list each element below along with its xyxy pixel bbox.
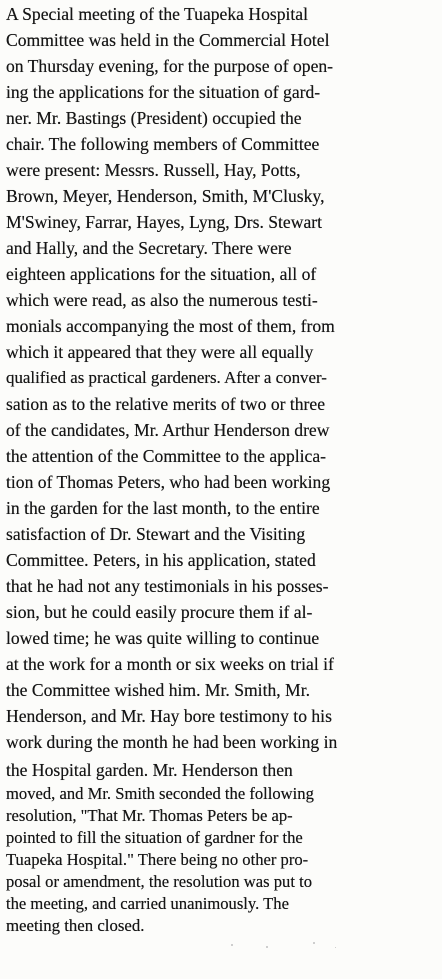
- article-line-25: lowed time; he was quite willing to continue: [6, 628, 320, 648]
- article-line-10: and Hally, and the Secretary. There were: [6, 238, 292, 258]
- article-line-6: chair. The following members of Committee: [6, 134, 320, 154]
- print-speck: [266, 946, 268, 948]
- article-line-8: Brown, Meyer, Henderson, Smith, M'Clusky,: [6, 186, 325, 206]
- article-line-22: Committee. Peters, in his application, stated: [6, 550, 316, 570]
- article-line-1: A Special meeting of the Tuapeka Hospital: [6, 4, 308, 24]
- article-line-14: which it appeared that they were all equally: [6, 342, 314, 362]
- article-line-18: the attention of the Committee to the applica-: [6, 446, 327, 466]
- article-line-5: ner. Mr. Bastings (President) occupied the: [6, 108, 302, 128]
- article-line-37: meeting then closed.: [6, 916, 145, 935]
- article-line-15: qualified as practical gardeners. After a conver-: [6, 368, 327, 387]
- article-line-31: moved, and Mr. Smith seconded the following: [6, 784, 314, 803]
- article-line-23: that he had not any testimonials in his posses-: [6, 576, 329, 596]
- article-line-32: resolution, "That Mr. Thomas Peters be ap-: [6, 806, 293, 825]
- article-line-13: monials accompanying the most of them, from: [6, 316, 335, 336]
- article-line-11: eighteen applications for the situation, all of: [6, 264, 317, 284]
- article-line-4: ing the applications for the situation of gard-: [6, 82, 321, 102]
- article-line-3: on Thursday evening, for the purpose of open-: [6, 56, 334, 76]
- print-speck: [231, 944, 233, 946]
- article-line-24: sion, but he could easily procure them if al-: [6, 602, 313, 622]
- article-line-17: of the candidates, Mr. Arthur Henderson drew: [6, 420, 330, 440]
- article-line-34: Tuapeka Hospital." There being no other pro-: [6, 850, 309, 869]
- article-line-28: Henderson, and Mr. Hay bore testimony to his: [6, 706, 332, 726]
- article-line-35: posal or amendment, the resolution was put to: [6, 872, 313, 891]
- article-line-2: Committee was held in the Commercial Hotel: [6, 30, 330, 50]
- article-line-27: the Committee wished him. Mr. Smith, Mr.: [6, 680, 310, 700]
- article-line-26: at the work for a month or six weeks on trial if: [6, 654, 334, 674]
- print-speck: [335, 947, 336, 948]
- print-speck: [313, 942, 315, 944]
- article-line-9: M'Swiney, Farrar, Hayes, Lyng, Drs. Stewart: [6, 212, 322, 232]
- article-line-12: which were read, as also the numerous testi-: [6, 290, 318, 310]
- article-line-29: work during the month he had been working in: [6, 732, 338, 752]
- article-line-21: satisfaction of Dr. Stewart and the Visiting: [6, 524, 306, 544]
- article-line-30: the Hospital garden. Mr. Henderson then: [6, 760, 293, 780]
- article-line-36: the meeting, and carried unanimously. The: [6, 894, 289, 913]
- article-line-16: sation as to the relative merits of two or three: [6, 394, 326, 414]
- article-line-7: were present: Messrs. Russell, Hay, Potts,: [6, 160, 301, 180]
- article-line-19: tion of Thomas Peters, who had been working: [6, 472, 331, 492]
- article-line-20: in the garden for the last month, to the entire: [6, 498, 320, 518]
- article-line-33: pointed to fill the situation of gardner for the: [6, 828, 303, 847]
